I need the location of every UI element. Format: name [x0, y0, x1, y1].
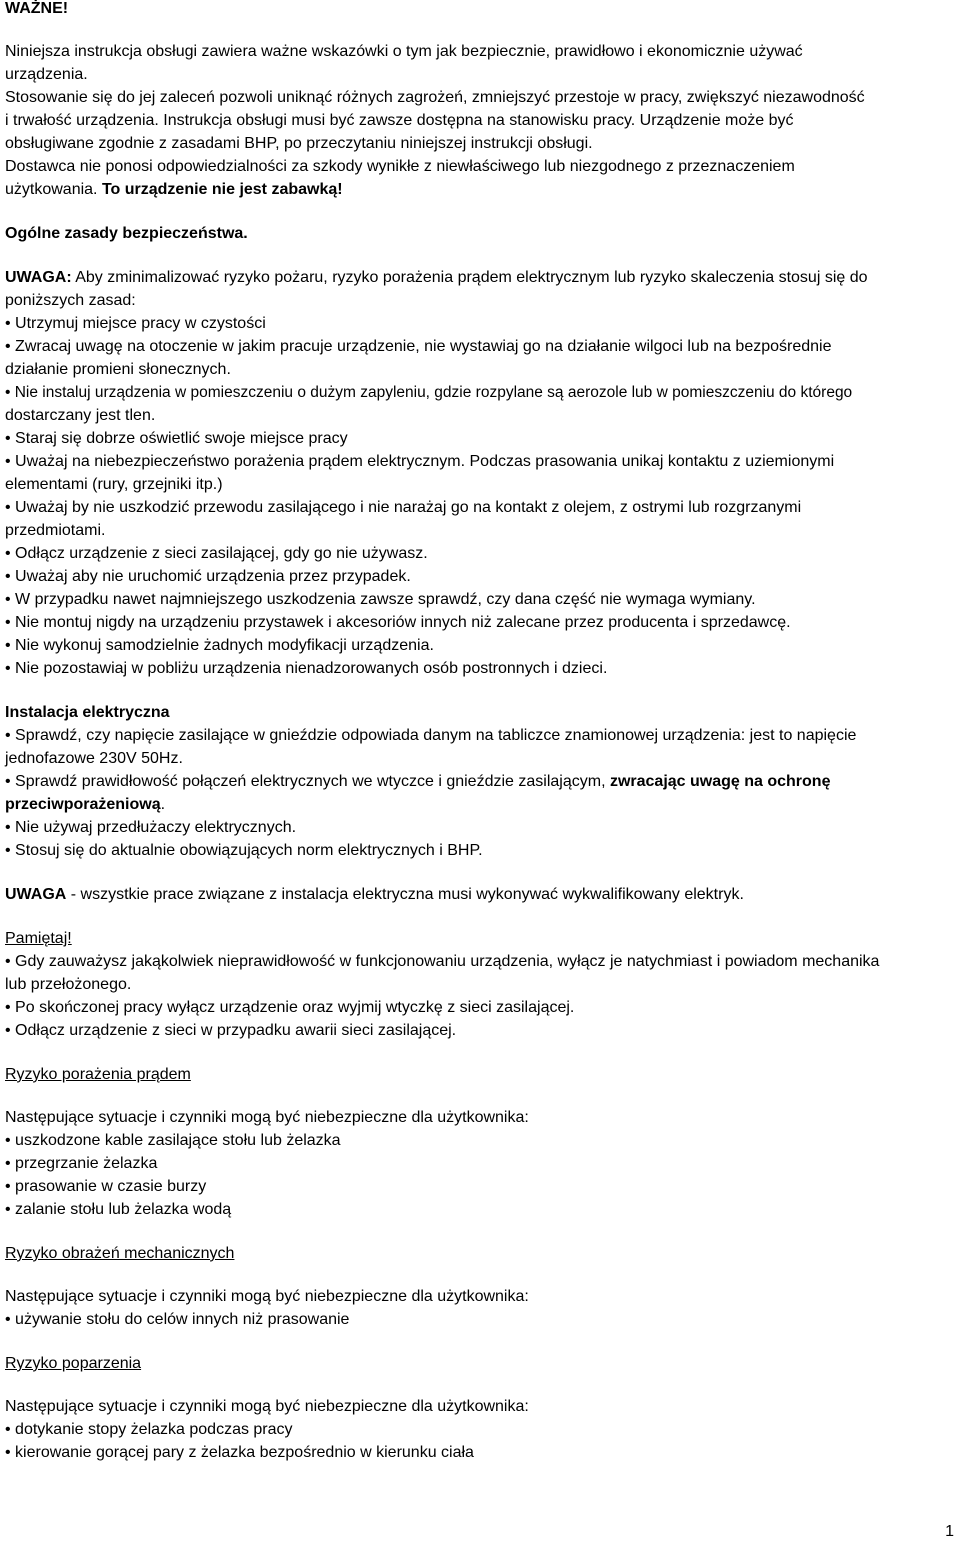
list-item: • Utrzymuj miejsce pracy w czystości: [5, 315, 266, 332]
emphasis-text: przeciwporażeniową: [5, 796, 161, 813]
risk-intro: Następujące sytuacje i czynniki mogą być niebezpieczne dla użytkownika:: [5, 1288, 529, 1305]
list-item: • W przypadku nawet najmniejszego uszkodzenia zawsze sprawdź, czy dana część nie wymaga wymiany.: [5, 591, 756, 608]
list-item: działanie promieni słonecznych.: [5, 361, 231, 378]
list-item: • dotykanie stopy żelazka podczas pracy: [5, 1421, 293, 1438]
emphasis-text: zwracając uwagę na ochronę: [609, 773, 831, 790]
list-item: • prasowanie w czasie burzy: [5, 1178, 207, 1195]
list-item: • przegrzanie żelazka: [5, 1155, 158, 1172]
intro-line: [5, 180, 343, 200]
list-item: • Po skończonej pracy wyłącz urządzenie oraz wyjmij wtyczkę z sieci zasilającej.: [5, 999, 575, 1016]
list-item: • Odłącz urządzenie z sieci w przypadku awarii sieci zasilającej.: [5, 1022, 457, 1039]
list-item: • Uważaj by nie uszkodzić przewodu zasilającego i nie narażaj go na kontakt z olejem, z ostrymi lub rozgrzanymi: [5, 499, 802, 516]
shock-risk-heading: Ryzyko porażenia prądem: [5, 1066, 191, 1083]
list-item-text: • Sprawdź prawidłowość połączeń elektrycznych we wtyczce i gnieździe zasilającym,: [5, 773, 610, 790]
intro-line: Dostawca nie ponosi odpowiedzialności za szkody wynikłe z niewłaściwego lub niezgodnego z przeznaczeniem: [5, 158, 795, 175]
list-item: • Staraj się dobrze oświetlić swoje miejsce pracy: [5, 430, 348, 447]
list-item: [5, 772, 830, 792]
general-rules-heading: Ogólne zasady bezpieczeństwa.: [5, 225, 248, 242]
list-item: dostarczany jest tlen.: [5, 407, 156, 424]
list-item: elementami (rury, grzejniki itp.): [5, 476, 223, 493]
mechanical-risk-heading: Ryzyko obrażeń mechanicznych: [5, 1245, 235, 1262]
list-item: • kierowanie gorącej pary z żelazka bezpośrednio w kierunku ciała: [5, 1444, 474, 1461]
uwaga-text: - wszystkie prace związane z instalacja elektryczna musi wykonywać wykwalifikowany elektryk.: [66, 886, 744, 903]
intro-line: obsługiwane zgodnie z zasadami BHP, po przeczytaniu niniejszej instrukcji obsługi.: [5, 135, 593, 152]
list-item: • Stosuj się do aktualnie obowiązujących norm elektrycznych i BHP.: [5, 842, 483, 859]
list-item-text: .: [160, 796, 166, 813]
document-title: WAŻNE!: [5, 0, 69, 17]
intro-line: urządzenia.: [5, 66, 88, 83]
list-item: • Zwracaj uwagę na otoczenie w jakim pracuje urządzenie, nie wystawiaj go na działanie wilgoci lub na bezpośrednie: [5, 338, 832, 355]
electrical-heading: Instalacja elektryczna: [5, 704, 170, 721]
risk-intro: Następujące sytuacje i czynniki mogą być niebezpieczne dla użytkownika:: [5, 1109, 529, 1126]
list-item: • Uważaj na niebezpieczeństwo porażenia prądem elektrycznym. Podczas prasowania unikaj kontaktu z uziemionymi: [5, 453, 835, 470]
uwaga-text: Aby zminimalizować ryzyko pożaru, ryzyko porażenia prądem elektrycznym lub ryzyko skaleczenia stosuj się do: [71, 269, 868, 286]
list-item: • uszkodzone kable zasilające stołu lub żelazka: [5, 1132, 341, 1149]
list-item: • Gdy zauważysz jakąkolwiek nieprawidłowość w funkcjonowaniu urządzenia, wyłącz je natychmiast i powiadom mechanika: [5, 953, 880, 970]
intro-text: użytkowania.: [5, 181, 102, 198]
list-item: • Nie montuj nigdy na urządzeniu przystawek i akcesoriów innych niż zalecane przez producenta i sprzedawcę.: [5, 614, 791, 631]
uwaga-label: UWAGA: [5, 886, 67, 903]
list-item: • używanie stołu do celów innych niż prasowanie: [5, 1311, 350, 1328]
list-item: jednofazowe 230V 50Hz.: [5, 750, 183, 767]
list-item: • Nie pozostawiaj w pobliżu urządzenia nienadzorowanych osób postronnych i dzieci.: [5, 660, 608, 677]
remember-heading: Pamiętaj!: [5, 930, 72, 947]
list-item: • Uważaj aby nie uruchomić urządzenia przez przypadek.: [5, 568, 411, 585]
list-item: • Nie wykonuj samodzielnie żadnych modyfikacji urządzenia.: [5, 637, 434, 654]
intro-line: Niniejsza instrukcja obsługi zawiera ważne wskazówki o tym jak bezpiecznie, prawidłowo i ekonomicznie używać: [5, 43, 803, 60]
page-number: 1: [945, 1523, 954, 1540]
burn-risk-heading: Ryzyko poparzenia: [5, 1355, 142, 1372]
electrical-warning: [5, 885, 744, 905]
risk-intro: Następujące sytuacje i czynniki mogą być niebezpieczne dla użytkownika:: [5, 1398, 529, 1415]
list-item: [5, 795, 165, 815]
list-item: • Odłącz urządzenie z sieci zasilającej, gdy go nie używasz.: [5, 545, 428, 562]
list-item: • Nie używaj przedłużaczy elektrycznych.: [5, 819, 297, 836]
intro-line: Stosowanie się do jej zaleceń pozwoli uniknąć różnych zagrożeń, zmniejszyć przestoje w pracy, zwiększyć niezawodność: [5, 89, 865, 106]
uwaga-line: [5, 268, 868, 288]
not-a-toy-warning: To urządzenie nie jest zabawką!: [101, 181, 343, 198]
intro-line: i trwałość urządzenia. Instrukcja obsługi musi być zawsze dostępna na stanowisku pracy. Urządzenie może być: [5, 112, 794, 129]
list-item: przedmiotami.: [5, 522, 106, 539]
list-item: • zalanie stołu lub żelazka wodą: [5, 1201, 232, 1218]
list-item: • Sprawdź, czy napięcie zasilające w gnieździe odpowiada danym na tabliczce znamionowej urządzenia: jest to napięcie: [5, 727, 857, 744]
uwaga-line: poniższych zasad:: [5, 292, 136, 309]
list-item: • Nie instaluj urządzenia w pomieszczeniu o dużym zapyleniu, gdzie rozpylane są aerozole lub w pomieszczeniu do którego: [5, 384, 853, 401]
list-item: lub przełożonego.: [5, 976, 132, 993]
uwaga-label: UWAGA:: [5, 269, 72, 286]
